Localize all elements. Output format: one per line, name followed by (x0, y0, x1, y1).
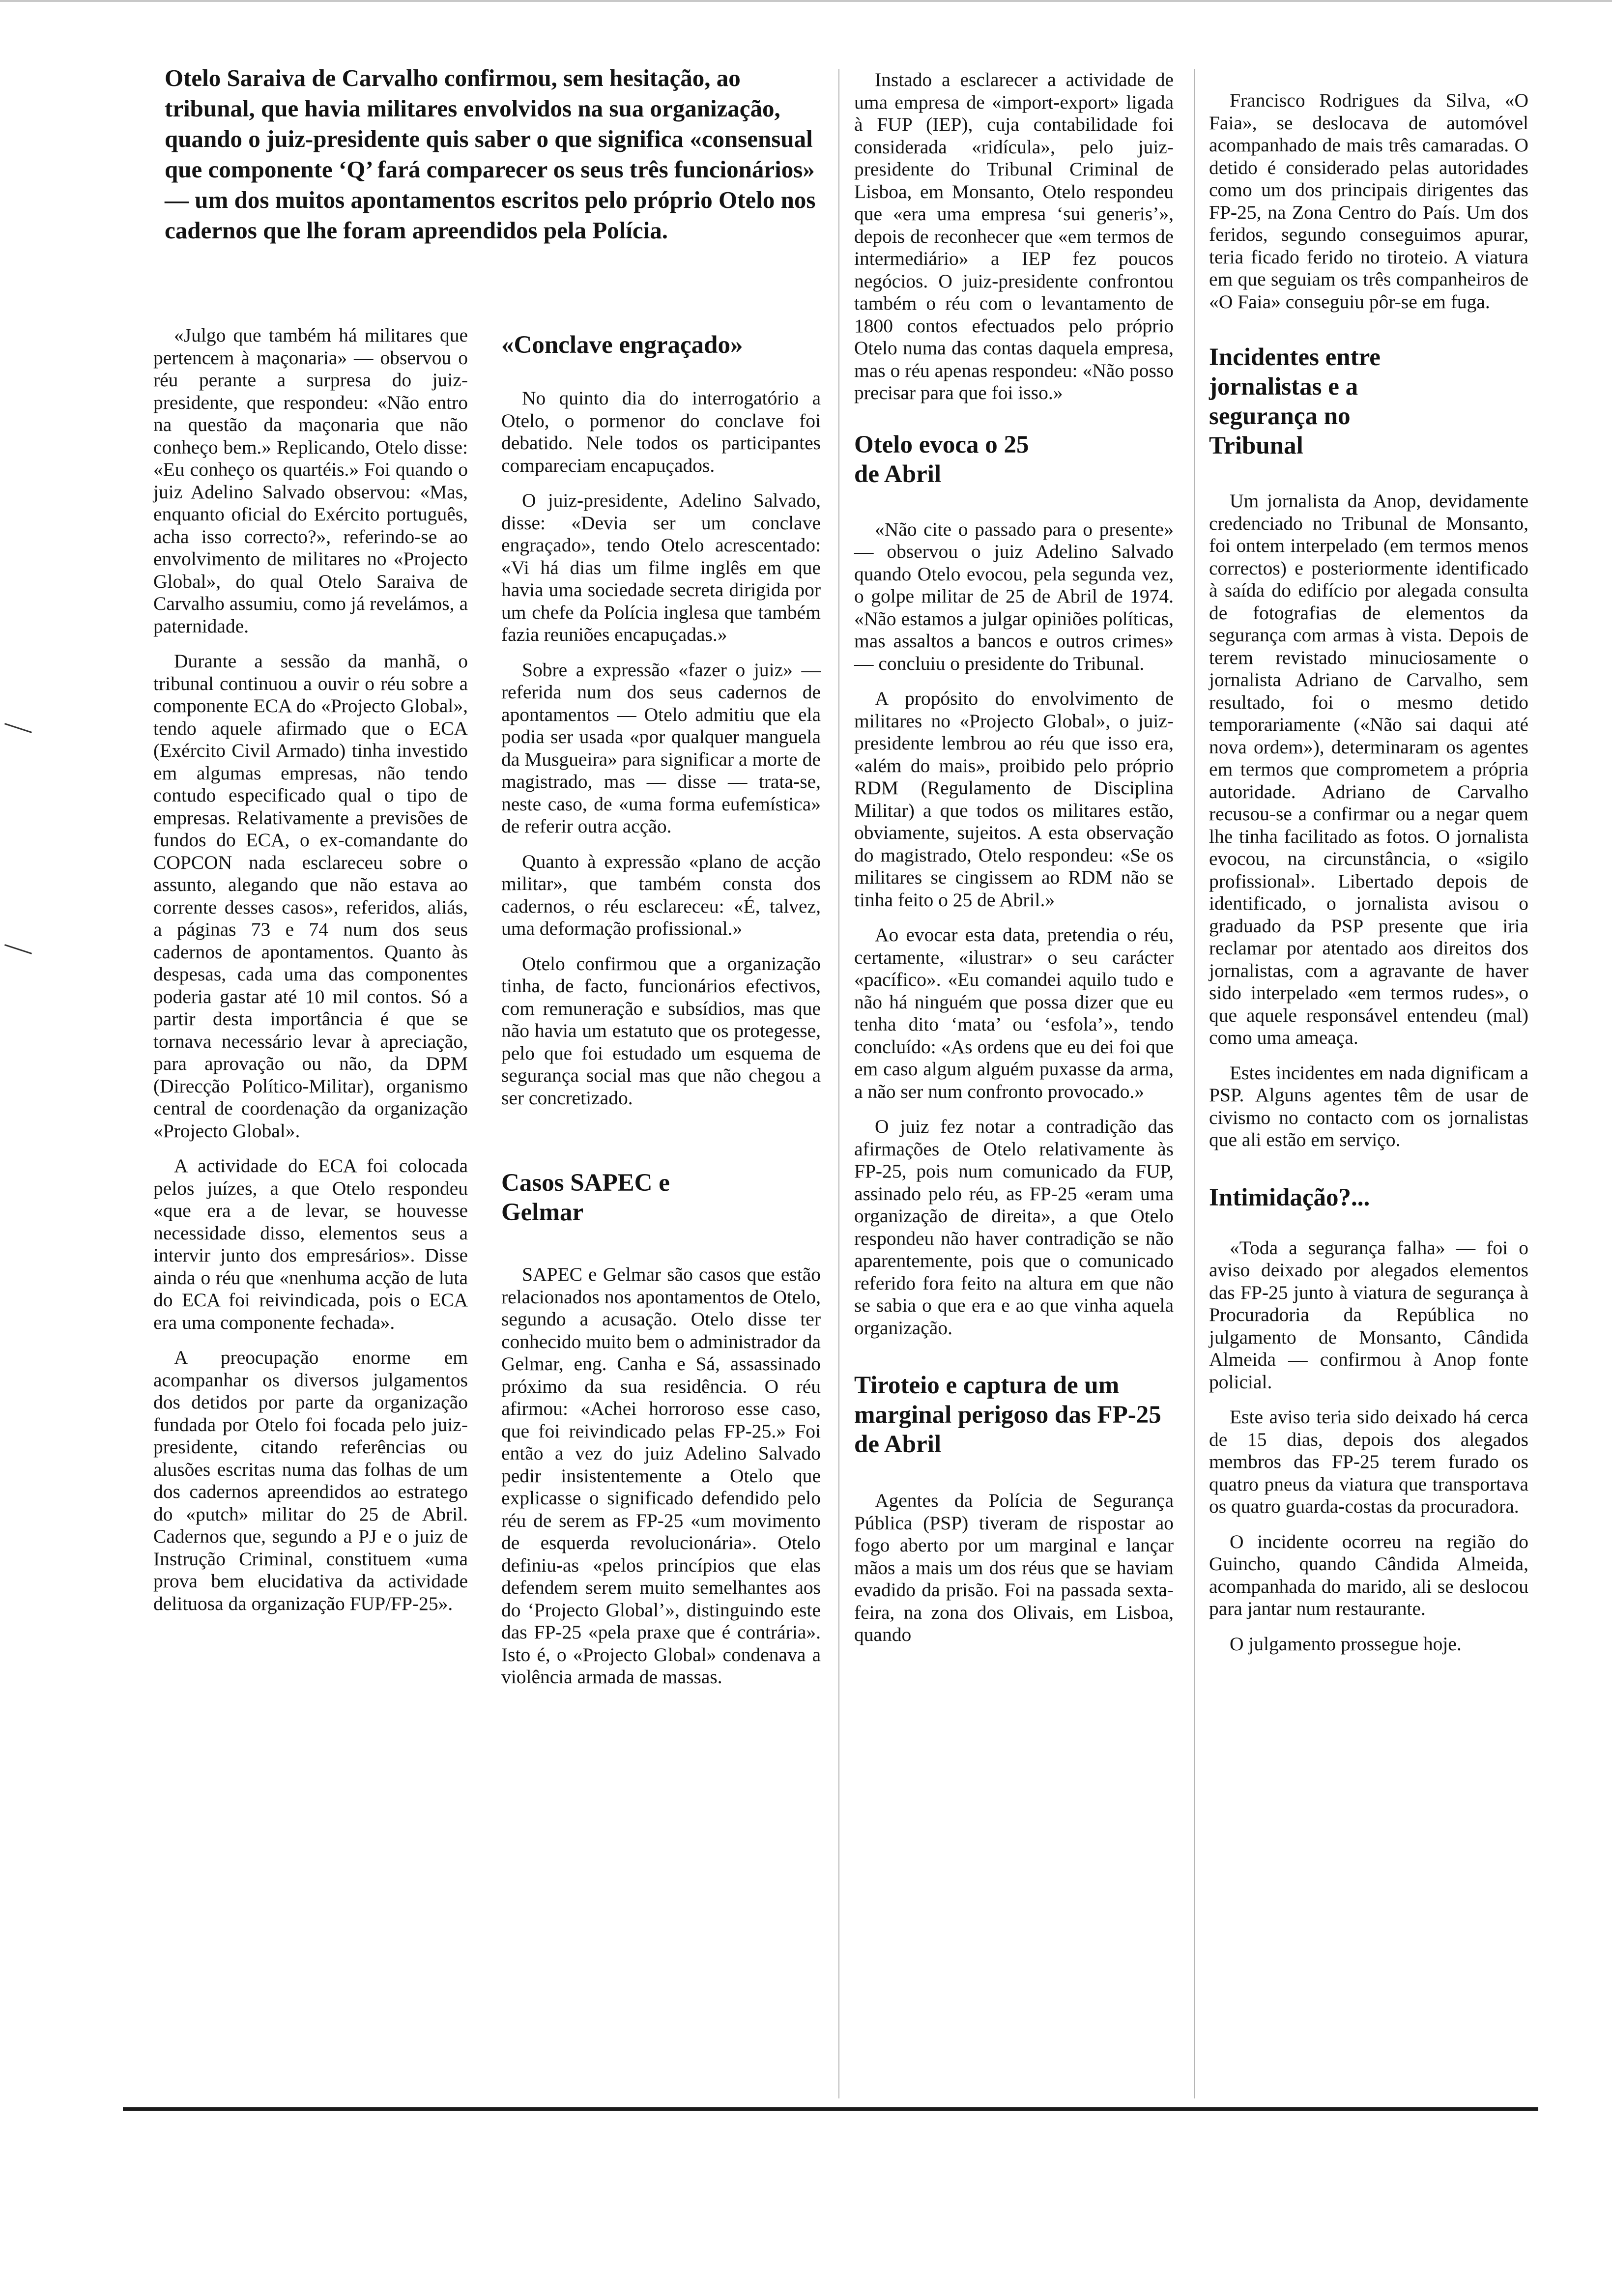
column-3 (854, 69, 1174, 1659)
paragraph: «Não cite o passado para o presente» — observou o juiz Adelino Salvado quando Otelo evocou, pela segunda vez, o golpe militar de 25 de Abril de 1974. «Não estamos a julgar opiniões políticas, mas assaltos a bancos e outros crimes» — concluiu o presidente do Tribunal. (854, 518, 1174, 674)
paragraph: «Toda a segurança falha» — foi o aviso deixado por alegados elementos das FP-25 junto à viatura de segurança à Procuradoria da República no julgamento de Monsanto, Cândida Almeida — confirmou à Anop fonte policial. (1209, 1236, 1528, 1393)
paragraph: A propósito do envolvimento de militares no «Projecto Global», o juiz-presidente lembrou ao réu que isso era, «além do mais», proibido pelo próprio RDM (Regulamento de Disciplina Militar) a que todos os militares estão, obviamente, sujeitos. A esta observação do magistrado, Otelo respondeu: «Se os militares se cingissem ao RDM não se tinha feito o 25 de Abril.» (854, 688, 1174, 911)
paragraph: A actividade do ECA foi colocada pelos juízes, a que Otelo respondeu «que era a de levar, se houvesse necessidade disso, elementos seus a intervir junto dos empresários». Disse ainda o réu que «nenhuma acção de luta do ECA foi reivindicada, pois o ECA era uma componente fechada». (153, 1155, 468, 1333)
paragraph: O julgamento prossegue hoje. (1230, 1633, 1462, 1655)
paragraph: Quanto à expressão «plano de acção militar», que também consta dos cadernos, o réu esclareceu: «É, talvez, uma deformação profissional.» (501, 850, 821, 939)
paragraph: O juiz-presidente, Adelino Salvado, disse: «Devia ser um conclave engraçado», tendo Otelo acrescentado: «Vi há dias um filme inglês em que havia uma sociedade secreta dirigida por um chefe da Polícia inglesa que também fazia reuniões encapuçadas.» (501, 489, 821, 645)
scan-mark (4, 944, 32, 954)
paragraph: O juiz fez notar a contradição das afirmações de Otelo relativamente às FP-25, pois num comunicado da FUP, assinado pelo réu, as FP-25 «eram uma organização de direita», a que Otelo respondeu não haver contradição se não aparentemente, pois que o comunicado referido fora feito na altura em que não se sabia o que era e ao que vinha aquela organização. (854, 1116, 1174, 1339)
subheading-tiroteio: Tiroteio e captura de um marginal perigoso das FP-25 de Abril (854, 1372, 1161, 1458)
column-2 (501, 330, 821, 1701)
paragraph: A preocupação enorme em acompanhar os diversos julgamentos dos detidos por parte da organização fundada por Otelo foi focada pelo juiz-presidente, citando referências ou alusões escritas numa das folhas de um dos cadernos apreendidos ao estratego do «putch» militar do 25 de Abril. Cadernos que, segundo a PJ e o juiz de Instrução Criminal, constituem «uma prova bem elucidativa da actividade delituosa da organização FUP/FP-25». (153, 1347, 468, 1614)
paragraph: No quinto dia do interrogatório a Otelo, o pormenor do conclave foi debatido. Nele todos os participantes compareciam encapuçados. (501, 387, 821, 476)
subheading-intimidacao: Intimidação?... (1209, 1183, 1370, 1211)
column-rule (838, 69, 839, 2098)
column-rule (1194, 69, 1195, 2098)
article-lead: Otelo Saraiva de Carvalho confirmou, sem hesitação, ao tribunal, que havia militares envolvidos na sua organização, quando o juiz-presidente quis saber o que significa «consensual que componente ‘Q’ fará comparecer os seus três funcionários» — um dos muitos apontamentos escritos pelo próprio Otelo nos cadernos que lhe foram apreendidos pela Polícia. (165, 64, 816, 244)
paragraph: Instado a esclarecer a actividade de uma empresa de «import-export» ligada à FUP (IEP), cuja contabilidade foi considerada «ridícula», pelo juiz-presidente do Tribunal Criminal de Lisboa, em Monsanto, Otelo respondeu que «era uma empresa ‘sui generis’», depois de reconhecer que «em termos de intermediário» a IEP fez poucos negócios. O juiz-presidente confrontou também o réu com o levantamento de 1800 contos efectuados pelo próprio Otelo numa das contas daquela empresa, mas o réu apenas respondeu: «Não posso precisar para que foi isso.» (854, 69, 1174, 403)
paragraph: Um jornalista da Anop, devidamente credenciado no Tribunal de Monsanto, foi ontem interpelado (em termos menos correctos) e posteriormente identificado à saída do edifício por alegada consulta de fotografias de elementos da segurança com armas à vista. Depois de terem revistado minuciosamente o jornalista Adriano de Carvalho, sem resultado, foi o mesmo detido temporariamente («Não sai daqui até nova ordem»), determinaram os agentes em termos que comprometem a própria autoridade. Adriano de Carvalho recusou-se a confirmar ou a negar quem lhe tinha facilitado as fotos. O jornalista evocou, na circunstância, o «sigilo profissional». Libertado depois de identificado, o jornalista avisou o graduado da PSP presente que iria reclamar por atentado aos direitos dos jornalistas, com a agravante de haver sido interpelado «em termos rudes», o que aquele responsável entendeu (mal) como uma ameaça. (1209, 490, 1528, 1048)
paragraph: Sobre a expressão «fazer o juiz» — referida num dos seus cadernos de apontamentos — Otelo admitiu que ela podia ser usada «por qualquer manguela da Musgueira» para significar a morte de magistrado, mas — disse — trata-se, neste caso, de «uma forma eufemística» de referir outra acção. (501, 659, 821, 837)
scan-mark (4, 723, 32, 733)
paragraph: Estes incidentes em nada dignificam a PSP. Alguns agentes têm de usar de civismo no contacto com os jornalistas que ali estão em serviço. (1209, 1062, 1528, 1150)
paragraph: SAPEC e Gelmar são casos que estão relacionados nos apontamentos de Otelo, segundo a acusação. Otelo disse ter conhecido muito bem o administrador da Gelmar, eng. Canha e Sá, assassinado próximo da sua residência. O réu afirmou: «Achei horroroso esse caso, que foi reivindicado pelas FP-25.» Foi então a vez do juiz Adelino Salvado pedir insistentemente a Otelo que explicasse o significado defendido pelo réu de serem as FP-25 «um movimento de esquerda revolucionária». Otelo definiu-as «pelos princípios que elas defendem serem muito semelhantes aos do ‘Projecto Global’», distinguindo este das FP-25 «pela praxe que é contrária». Isto é, o «Projecto Global» condenava a violência armada de massas. (501, 1263, 821, 1688)
bottom-rule (123, 2107, 1538, 2111)
paragraph: Durante a sessão da manhã, o tribunal continuou a ouvir o réu sobre a componente ECA do «Projecto Global», tendo aquele afirmado que o ECA (Exército Civil Armado) tinha investido em algumas empresas, não tendo contudo especificado qual o tipo de empresas. Relativamente a previsões de fundos do ECA, o ex-comandante do COPCON nada esclareceu sobre o assunto, alegando que não estava ao corrente desses casos», referidos, aliás, a páginas 73 e 74 num dos seus cadernos de apontamentos. Quanto às despesas, cada uma das componentes poderia gastar até 10 mil contos. Só a partir desta importância é que se tornava necessário levar à apreciação, para aprovação ou não, da DPM (Direcção Político-Militar), organismo central de coordenação da organização «Projecto Global». (153, 650, 468, 1142)
paragraph: «Julgo que também há militares que pertencem à maçonaria» — observou o réu perante a surpresa do juiz-presidente, que respondeu: «Não entro na questão da maçonaria que não conheço bem.» Replicando, Otelo disse: «Eu conheço os quartéis.» Foi quando o juiz Adelino Salvado observou: «Mas, enquanto oficial do Exército português, acha isso correcto?», referindo-se ao envolvimento de militares no «Projecto Global», do qual Otelo Saraiva de Carvalho assumiu, como já revelámos, a paternidade. (153, 324, 468, 637)
paragraph: Agentes da Polícia de Segurança Pública (PSP) tiveram de rispostar ao fogo aberto por um marginal e lançar mãos a mais um dos réus que se haviam evadido da prisão. Foi na passada sexta-feira, na zona dos Olivais, em Lisboa, quando (854, 1490, 1174, 1645)
subheading-25-abril: Otelo evoca o 25 de Abril (854, 430, 1029, 488)
subheading-incidentes: Incidentes entre jornalistas e a segurança no Tribunal (1209, 344, 1381, 459)
subheading-conclave: «Conclave engraçado» (501, 331, 743, 359)
paragraph: Otelo confirmou que a organização tinha, de facto, funcionários efectivos, com remuneração e subsídios, mas que não havia um estatuto que os protegesse, pelo que foi estudado um esquema de segurança social mas que não chegou a ser concretizado. (501, 952, 821, 1109)
paragraph: O incidente ocorreu na região do Guincho, quando Cândida Almeida, acompanhada do marido, ali se deslocou para jantar num restaurante. (1209, 1530, 1528, 1619)
paragraph: Este aviso teria sido deixado há cerca de 15 dias, depois dos alegados membros das FP-25 terem furado os quatro pneus da viatura que transportava os quatro guarda-costas da procuradora. (1209, 1406, 1528, 1517)
column-1 (153, 324, 468, 1628)
scan-edge-top (0, 0, 1612, 2)
subheading-sapec-gelmar: Casos SAPEC e Gelmar (501, 1169, 670, 1226)
column-4 (1209, 89, 1528, 1668)
paragraph: Francisco Rodrigues da Silva, «O Faia», se deslocava de automóvel acompanhado de mais três camaradas. O detido é considerado pelas autoridades como um dos principais dirigentes das FP-25, na Zona Centro do País. Um dos feridos, segundo conseguimos apurar, teria ficado ferido no tiroteio. A viatura em que seguiam os três companheiros de «O Faia» conseguiu pôr-se em fuga. (1209, 89, 1528, 313)
paragraph: Ao evocar esta data, pretendia o réu, certamente, «ilustrar» o seu carácter «pacífico». «Eu comandei aquilo tudo e não há ninguém que possa dizer que eu tenha dito ‘mata’ ou ‘esfola’», tendo concluído: «As ordens que eu dei foi que em caso algum alguém puxasse da arma, a não ser num confronto provocado.» (854, 924, 1174, 1102)
